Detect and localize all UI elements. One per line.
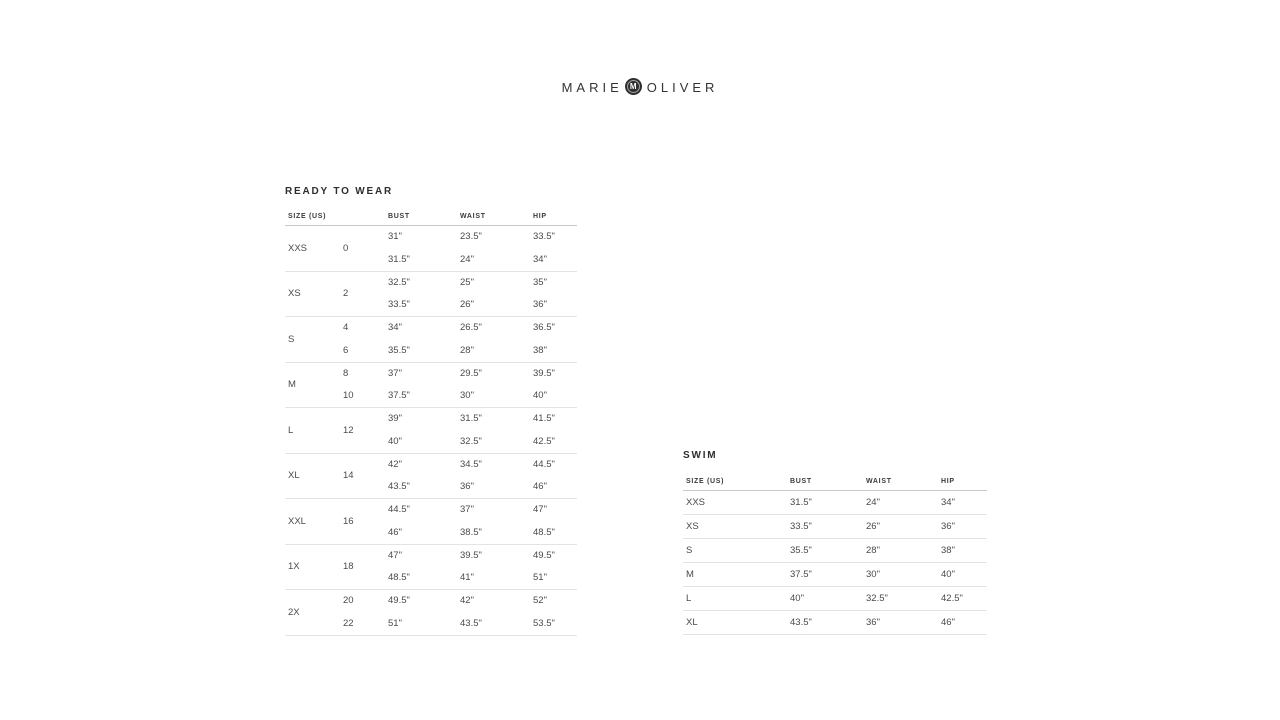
- size-cell: XXS: [288, 242, 308, 254]
- col-header-size: SIZE (US): [686, 478, 725, 485]
- table-row: [683, 587, 987, 611]
- col-header-waist: WAIST: [866, 478, 892, 485]
- bust-cell: 47": [388, 549, 402, 561]
- bust-cell: 40": [388, 435, 402, 447]
- bust-cell: 42": [388, 458, 402, 470]
- us-size-cell: 8: [343, 367, 349, 379]
- hip-cell: 47": [533, 504, 547, 516]
- hip-cell: 49.5": [533, 549, 555, 561]
- size-cell: XS: [686, 521, 699, 532]
- us-size-cell: 0: [343, 242, 349, 254]
- bust-cell: 51": [388, 617, 402, 629]
- hip-cell: 36": [533, 299, 547, 311]
- brand-name-left: MARIE: [561, 80, 623, 95]
- hip-cell: 42.5": [941, 593, 963, 604]
- table-header-row: [683, 462, 987, 491]
- bust-cell: 37.5": [388, 390, 410, 402]
- bust-cell: 39": [388, 413, 402, 425]
- hip-cell: 39.5": [533, 367, 555, 379]
- waist-cell: 39.5": [460, 549, 482, 561]
- bust-cell: 46": [388, 526, 402, 538]
- table-row: [683, 563, 987, 587]
- table-row: [285, 408, 577, 454]
- bust-cell: 44.5": [388, 504, 410, 516]
- bust-cell: 31": [388, 231, 402, 243]
- table-header-row: [285, 198, 577, 226]
- size-cell: M: [686, 569, 694, 580]
- hip-cell: 38": [941, 545, 955, 556]
- hip-cell: 44.5": [533, 458, 555, 470]
- waist-cell: 26.5": [460, 322, 482, 334]
- waist-cell: 36": [460, 481, 474, 493]
- bust-cell: 34": [388, 322, 402, 334]
- hip-cell: 46": [533, 481, 547, 493]
- bust-cell: 43.5": [388, 481, 410, 493]
- size-cell: L: [686, 593, 692, 604]
- table-row: [285, 272, 577, 318]
- table-row: [285, 499, 577, 545]
- waist-cell: 26": [460, 299, 474, 311]
- us-size-cell: 10: [343, 390, 354, 402]
- waist-cell: 43.5": [460, 617, 482, 629]
- swim-title: SWIM: [683, 450, 718, 461]
- bust-cell: 49.5": [388, 595, 410, 607]
- brand-monogram-icon: [625, 78, 642, 95]
- bust-cell: 37": [388, 367, 402, 379]
- col-header-size: SIZE (US): [288, 213, 327, 220]
- hip-cell: 53.5": [533, 617, 555, 629]
- hip-cell: 41.5": [533, 413, 555, 425]
- table-row: [683, 515, 987, 539]
- waist-cell: 36": [866, 617, 880, 628]
- col-header-hip: HIP: [941, 478, 955, 485]
- hip-cell: 51": [533, 572, 547, 584]
- waist-cell: 26": [866, 521, 880, 532]
- hip-cell: 40": [533, 390, 547, 402]
- hip-cell: 36.5": [533, 322, 555, 334]
- waist-cell: 37": [460, 504, 474, 516]
- us-size-cell: 14: [343, 470, 354, 481]
- waist-cell: 29.5": [460, 367, 482, 379]
- bust-cell: 35.5": [388, 344, 410, 356]
- hip-cell: 42.5": [533, 435, 555, 447]
- bust-cell: 43.5": [790, 617, 812, 628]
- size-cell: XS: [288, 288, 301, 299]
- size-cell: XXL: [288, 515, 306, 527]
- bust-cell: 33.5": [790, 521, 812, 532]
- table-row: [285, 317, 577, 363]
- waist-cell: 30": [460, 390, 474, 402]
- table-row: [285, 590, 577, 636]
- ready-to-wear-title: READY TO WEAR: [285, 186, 394, 197]
- waist-cell: 25": [460, 276, 474, 288]
- table-row: [285, 454, 577, 500]
- us-size-cell: 6: [343, 344, 349, 356]
- brand-logo: [0, 78, 1280, 97]
- size-cell: M: [288, 379, 296, 390]
- hip-cell: 35": [533, 276, 547, 288]
- us-size-cell: 16: [343, 515, 354, 527]
- bust-cell: 37.5": [790, 569, 812, 580]
- hip-cell: 46": [941, 617, 955, 628]
- us-size-cell: 2: [343, 288, 349, 299]
- waist-cell: 41": [460, 572, 474, 584]
- waist-cell: 34.5": [460, 458, 482, 470]
- waist-cell: 30": [866, 569, 880, 580]
- hip-cell: 48.5": [533, 526, 555, 538]
- col-header-bust: BUST: [388, 213, 410, 220]
- table-row: [285, 545, 577, 591]
- brand-name-right: OLIVER: [646, 80, 719, 95]
- hip-cell: 40": [941, 569, 955, 580]
- table-row: [683, 611, 987, 635]
- bust-cell: 31.5": [388, 253, 410, 265]
- waist-cell: 24": [460, 253, 474, 265]
- bust-cell: 32.5": [388, 276, 410, 288]
- us-size-cell: 22: [343, 617, 354, 629]
- table-row: [285, 363, 577, 409]
- table-row: [683, 491, 987, 515]
- monogram-letter: M: [629, 82, 637, 91]
- swim-section: [683, 450, 987, 635]
- col-header-bust: BUST: [790, 478, 812, 485]
- waist-cell: 28": [460, 344, 474, 356]
- hip-cell: 34": [533, 253, 547, 265]
- waist-cell: 28": [866, 545, 880, 556]
- hip-cell: 34": [941, 497, 955, 508]
- us-size-cell: 18: [343, 561, 354, 572]
- waist-cell: 31.5": [460, 413, 482, 425]
- us-size-cell: 4: [343, 322, 349, 334]
- bust-cell: 48.5": [388, 572, 410, 584]
- size-cell: S: [686, 545, 693, 556]
- size-cell: XXS: [686, 497, 706, 508]
- bust-cell: 31.5": [790, 497, 812, 508]
- table-row: [285, 226, 577, 272]
- waist-cell: 32.5": [460, 435, 482, 447]
- size-cell: L: [288, 424, 294, 436]
- col-header-waist: WAIST: [460, 213, 486, 220]
- hip-cell: 36": [941, 521, 955, 532]
- table-row: [683, 539, 987, 563]
- waist-cell: 32.5": [866, 593, 888, 604]
- col-header-hip: HIP: [533, 213, 547, 220]
- waist-cell: 23.5": [460, 231, 482, 243]
- size-cell: XL: [686, 617, 698, 628]
- size-cell: 2X: [288, 606, 300, 618]
- size-cell: S: [288, 333, 295, 345]
- ready-to-wear-section: [285, 186, 577, 636]
- bust-cell: 40": [790, 593, 804, 604]
- hip-cell: 52": [533, 595, 547, 607]
- bust-cell: 33.5": [388, 299, 410, 311]
- us-size-cell: 12: [343, 424, 354, 436]
- waist-cell: 42": [460, 595, 474, 607]
- size-cell: 1X: [288, 561, 300, 572]
- hip-cell: 33.5": [533, 231, 555, 243]
- bust-cell: 35.5": [790, 545, 812, 556]
- waist-cell: 38.5": [460, 526, 482, 538]
- waist-cell: 24": [866, 497, 880, 508]
- hip-cell: 38": [533, 344, 547, 356]
- us-size-cell: 20: [343, 595, 354, 607]
- size-cell: XL: [288, 470, 300, 481]
